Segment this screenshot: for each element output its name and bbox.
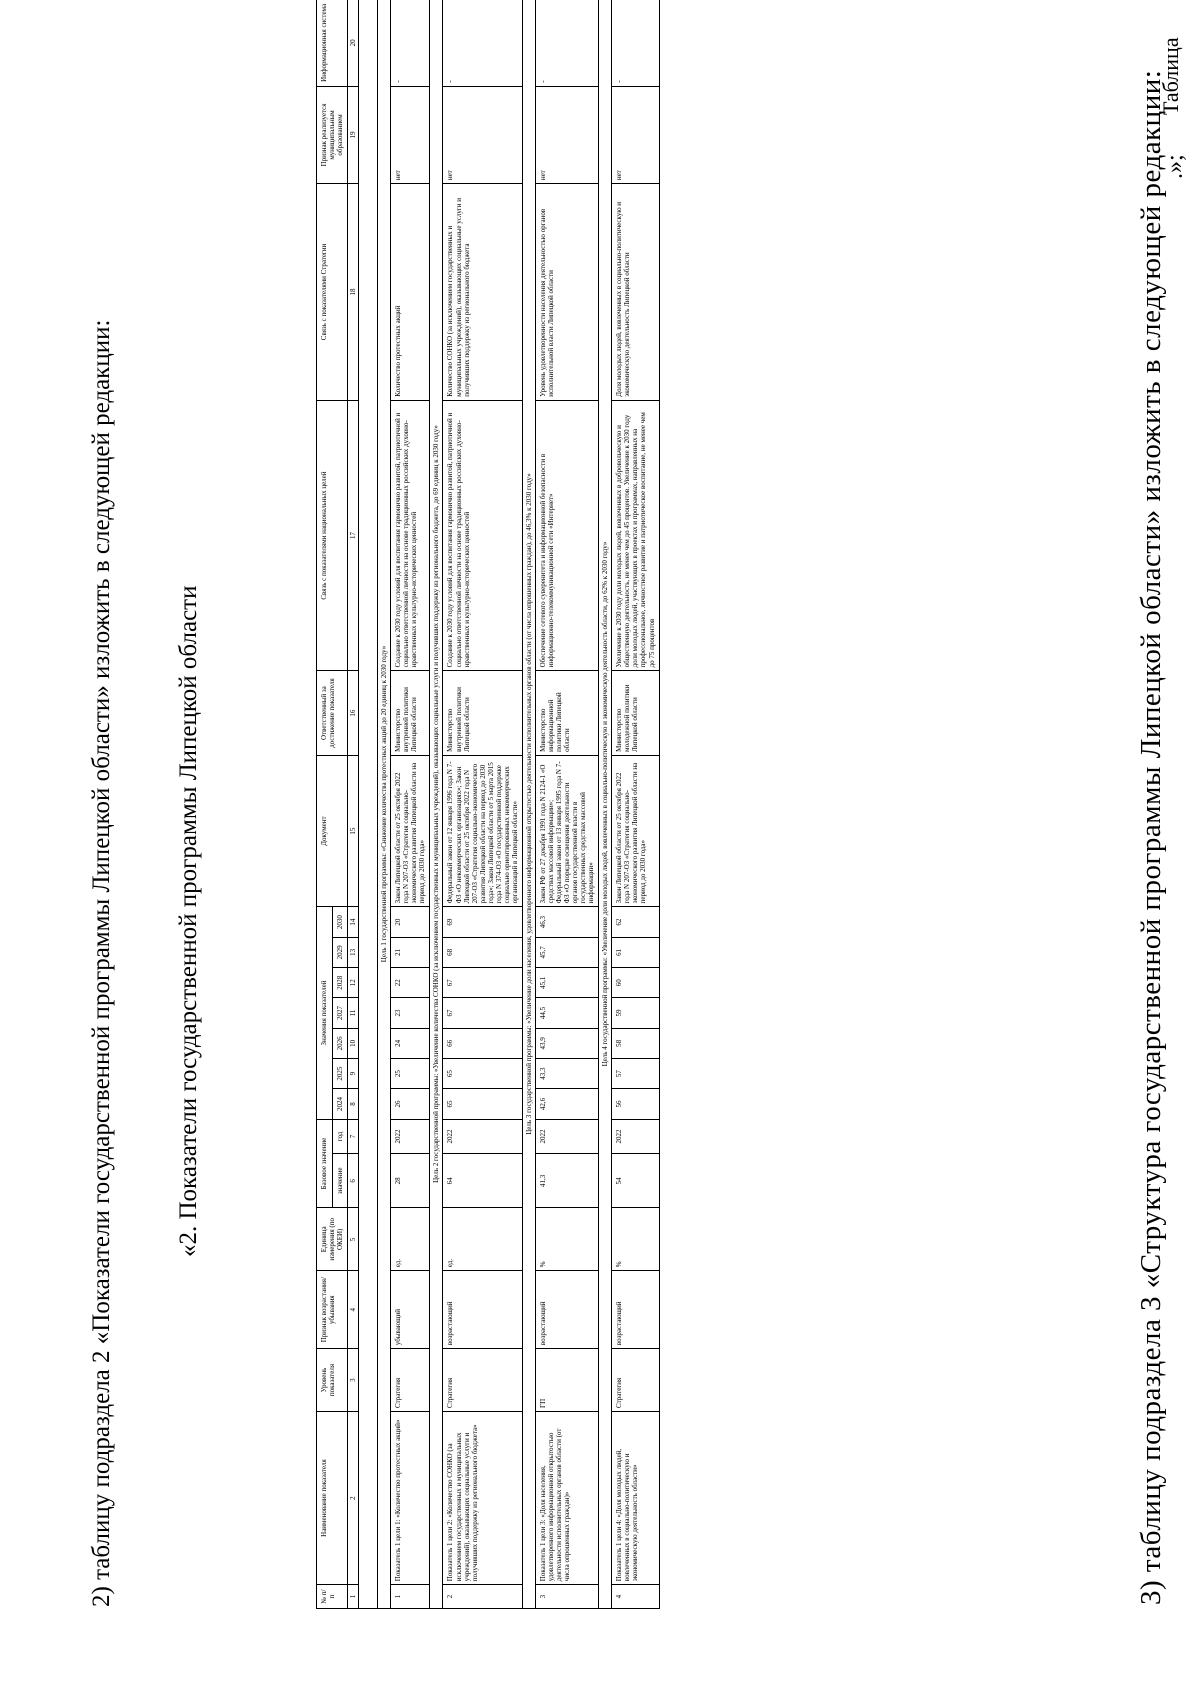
row-value-2027: 67: [443, 998, 522, 1028]
row-value-2024: 26: [391, 1089, 430, 1119]
row-value-2030: 69: [443, 907, 522, 937]
column-number: 8: [348, 1089, 359, 1119]
column-number: 3: [348, 1349, 359, 1412]
row-document: Закон Липецкой области от 25 октября 2022 года N 207-ОЗ «Стратегия социально-экономического развития Липецкой области на период до 2030 года»: [612, 755, 659, 907]
row-value-2024: 65: [443, 1089, 522, 1119]
row-national: Обеспечение сетевого суверенитета и информационной безопасности в информационно-телекоммуникационной сети «Интернет»: [535, 400, 598, 671]
closing-marks: .»;: [1162, 154, 1188, 179]
row-value-2026: 43,9: [535, 1028, 598, 1058]
header-strategy: Связь с показателями Стратегии: [317, 184, 348, 401]
row-strategy: Количество СОНКО (за исключением государственных и муниципальных учреждений), оказывающих социальные услуги и получивших поддержку из регионального бюджета: [443, 184, 522, 401]
indicators-table: [316, 0, 660, 1609]
column-number-row: [348, 0, 359, 1609]
paragraph-2-text: 2) таблицу подраздела 2 «Показатели государственной программы Липецкой области» изложить в следующей редакции:: [88, 319, 115, 1607]
row-strategy: Количество протестных акций: [391, 184, 430, 401]
paragraph-3-text: 3) таблицу подраздела 3 «Структура государственной программы Липецкой области» изложить в следующей редакции:: [1135, 69, 1167, 1605]
row-sign: убывающий: [391, 1271, 430, 1349]
row-base-value: 64: [443, 1154, 522, 1208]
row-num: 4: [612, 1585, 659, 1609]
header-year-2025: 2025: [332, 1059, 348, 1089]
column-number: 19: [348, 86, 359, 183]
header-values: Значения показателей: [317, 907, 333, 1119]
header-num: № п/п: [317, 1585, 348, 1609]
row-level: Стратегия: [612, 1349, 659, 1412]
row-value-2026: 66: [443, 1028, 522, 1058]
row-info: -: [443, 0, 522, 86]
header-base: Базовое значение: [317, 1119, 333, 1208]
column-number: 14: [348, 907, 359, 937]
row-value-2029: 68: [443, 937, 522, 967]
row-strategy: Доля молодых людей, вовлеченных в социально-политическую и экономическую деятельность Липецкой области: [612, 184, 659, 401]
row-base-year: 2022: [391, 1119, 430, 1154]
column-number: 9: [348, 1059, 359, 1089]
row-info: -: [612, 0, 659, 86]
column-number: 2: [348, 1411, 359, 1584]
row-level: Стратегия: [391, 1349, 430, 1412]
column-number: 5: [348, 1208, 359, 1271]
row-sign: возрастающий: [535, 1271, 598, 1349]
column-number: 20: [348, 0, 359, 86]
row-unit: ед.: [443, 1208, 522, 1271]
row-info: -: [535, 0, 598, 86]
goal-text: Цель 2 государственной программы: «Увеличение количества СОНКО (за исключением государственных и муниципальных учреждений), оказывающих социальные услуги и получивших поддержку из регионального бюджета, до 69 единиц к 2030 году»: [430, 0, 443, 1609]
row-unit: %: [535, 1208, 598, 1271]
row-value-2024: 56: [612, 1089, 659, 1119]
row-value-2026: 24: [391, 1028, 430, 1058]
table-label: Таблица: [1158, 37, 1183, 115]
goal-text: Цель 4 государственной программы: «Увеличение доли молодых людей, вовлеченных в социально-политическую и экономическую деятельность области, до 62% к 2030 году»: [599, 0, 612, 1609]
row-base-value: 54: [612, 1154, 659, 1208]
row-municipal: нет: [535, 86, 598, 183]
header-info: Информационная система: [317, 0, 348, 86]
header-year-2028: 2028: [332, 968, 348, 998]
row-document: Закон Липецкой области от 25 октября 2022 года N 207-ОЗ «Стратегия социально-экономического развития Липецкой области на период до 2030 года»: [391, 755, 430, 907]
row-value-2027: 59: [612, 998, 659, 1028]
row-base-value: 41,3: [535, 1154, 598, 1208]
table-row: [443, 0, 522, 1609]
section-heading: «2. Показатели государственной программы Липецкой области: [175, 585, 202, 1257]
column-number: 15: [348, 755, 359, 907]
row-info: -: [391, 0, 430, 86]
goal-row: [522, 0, 535, 1609]
row-municipal: нет: [443, 86, 522, 183]
row-name: Показатель 1 цели 4: «Доля молодых людей, вовлеченных в социально-политическую и экономическую деятельность области»: [612, 1411, 659, 1584]
header-sign: Признак возрастания/убывания: [317, 1271, 348, 1349]
row-value-2028: 45,1: [535, 968, 598, 998]
row-value-2024: 42,6: [535, 1089, 598, 1119]
row-value-2029: 21: [391, 937, 430, 967]
header-base-value: значение: [332, 1154, 348, 1208]
row-value-2030: 46,3: [535, 907, 598, 937]
row-value-2025: 57: [612, 1059, 659, 1089]
row-value-2025: 43,3: [535, 1059, 598, 1089]
column-number: 10: [348, 1028, 359, 1058]
column-number: 4: [348, 1271, 359, 1349]
header-document: Документ: [317, 755, 348, 907]
header-unit: Единица измерения (по ОКЕИ): [317, 1208, 348, 1271]
row-level: Стратегия: [443, 1349, 522, 1412]
header-base-year: год: [332, 1119, 348, 1154]
table-row: [612, 0, 659, 1609]
column-number: 11: [348, 998, 359, 1028]
row-base-year: 2022: [612, 1119, 659, 1154]
row-value-2025: 65: [443, 1059, 522, 1089]
row-unit: ед.: [391, 1208, 430, 1271]
row-value-2026: 58: [612, 1028, 659, 1058]
goal-text: Цель 1 государственной программы: «Снижение количества протестных акций до 20 единиц к 2030 году»: [378, 0, 391, 1609]
header-level: Уровень показателя: [317, 1349, 348, 1412]
row-base-year: 2022: [535, 1119, 598, 1154]
row-document: Федеральный закон от 12 января 1996 года N 7-ФЗ «О некоммерческих организациях»; Закон Липецкой области от 25 октября 2022 года N 207-ОЗ «Стратегия социально-экономического развития Липецкой области на период до 2030 года»; Закон Липецкой области от 5 марта 2015 года N 374-ОЗ «О государственной поддержке социально ориентированных некоммерческих организаций в Липецкой области»: [443, 755, 522, 907]
column-number: 7: [348, 1119, 359, 1154]
row-national: Увеличение к 2030 году доли молодых людей, вовлеченных в добровольческую и общественную деятельность, не менее чем до 45 процентов. Увеличение к 2030 году доли молодых людей, участвующих в проектах и программах, направленных на профессиональное, личностное развитие и патриотическое воспитание, не менее чем до 75 процентов: [612, 400, 659, 671]
row-name: Показатель 1 цели 3: «Доля населения, удовлетворенного информационной открытостью деятельности исполнительных органов области (от числа опрошенных граждан)»: [535, 1411, 598, 1584]
row-value-2028: 67: [443, 968, 522, 998]
column-number: 1: [348, 1585, 359, 1609]
row-responsible: Министерство информационной политики Липецкой области: [535, 671, 598, 755]
row-unit: %: [612, 1208, 659, 1271]
goal-text: Цель 3 государственной программы: «Увеличение доли населения, удовлетворенного информационной открытостью деятельности исполнительных органов области (от числа опрошенных граждан), до 46,3% к 2030 году»: [522, 0, 535, 1609]
column-number: 18: [348, 184, 359, 401]
row-name: Показатель 1 цели 1: «Количество протестных акций»: [391, 1411, 430, 1584]
row-sign: возрастающий: [443, 1271, 522, 1349]
column-number: 13: [348, 937, 359, 967]
row-responsible: Министерство молодежной политики Липецкой области: [612, 671, 659, 755]
row-value-2029: 61: [612, 937, 659, 967]
row-level: ГП: [535, 1349, 598, 1412]
row-municipal: нет: [612, 86, 659, 183]
header-municipal: Признак реализуется муниципальным образованием: [317, 86, 348, 183]
row-strategy: Уровень удовлетворенности населения деятельностью органов исполнительной власти Липецкой области: [535, 184, 598, 401]
header-responsible: Ответственный за достижение показателя: [317, 671, 348, 755]
header-name: Наименование показателя: [317, 1411, 348, 1584]
row-value-2028: 60: [612, 968, 659, 998]
row-value-2027: 23: [391, 998, 430, 1028]
row-num: 3: [535, 1585, 598, 1609]
header-year-2027: 2027: [332, 998, 348, 1028]
column-number: 6: [348, 1154, 359, 1208]
row-value-2030: 20: [391, 907, 430, 937]
row-num: 1: [391, 1585, 430, 1609]
header-year-2026: 2026: [332, 1028, 348, 1058]
row-value-2029: 45,7: [535, 937, 598, 967]
goal-row: [599, 0, 612, 1609]
blank-row: [359, 0, 378, 1609]
row-base-year: 2022: [443, 1119, 522, 1154]
row-base-value: 28: [391, 1154, 430, 1208]
row-national: Создание к 2030 году условий для воспитания гармонично развитой, патриотичной и социально ответственной личности на основе традиционных российских духовно-нравственных и культурно-исторических ценностей: [443, 400, 522, 671]
row-value-2025: 25: [391, 1059, 430, 1089]
goal-row: [430, 0, 443, 1609]
column-number: 17: [348, 400, 359, 671]
header-national: Связь с показателями национальных целей: [317, 400, 348, 671]
column-number: 12: [348, 968, 359, 998]
row-sign: возрастающий: [612, 1271, 659, 1349]
row-name: Показатель 1 цели 2: «Количество СОНКО (за исключением государственных и муниципальных учреждений), оказывающих социальные услуги и получивших поддержку из регионального бюджета»: [443, 1411, 522, 1584]
row-municipal: нет: [391, 86, 430, 183]
row-value-2030: 62: [612, 907, 659, 937]
table-row: [535, 0, 598, 1609]
row-responsible: Министерство внутренней политики Липецкой области: [391, 671, 430, 755]
row-document: Закон РФ от 27 декабря 1991 года N 2124-1 «О средствах массовой информации»; Федеральный закон от 13 января 1995 года N 7-ФЗ «О порядке освещения деятельности органов государственной власти в государственных средствах массовой информации»: [535, 755, 598, 907]
column-number: 16: [348, 671, 359, 755]
header-year-2024: 2024: [332, 1089, 348, 1119]
row-value-2028: 22: [391, 968, 430, 998]
row-responsible: Министерство внутренней политики Липецкой области: [443, 671, 522, 755]
goal-row: [378, 0, 391, 1609]
row-national: Создание к 2030 году условий для воспитания гармонично развитой, патриотичной и социально ответственной личности на основе традиционных российских духовно-нравственных и культурно-исторических ценностей: [391, 400, 430, 671]
header-year-2029: 2029: [332, 937, 348, 967]
table-row: [391, 0, 430, 1609]
row-num: 2: [443, 1585, 522, 1609]
row-value-2027: 44,5: [535, 998, 598, 1028]
header-year-2030: 2030: [332, 907, 348, 937]
